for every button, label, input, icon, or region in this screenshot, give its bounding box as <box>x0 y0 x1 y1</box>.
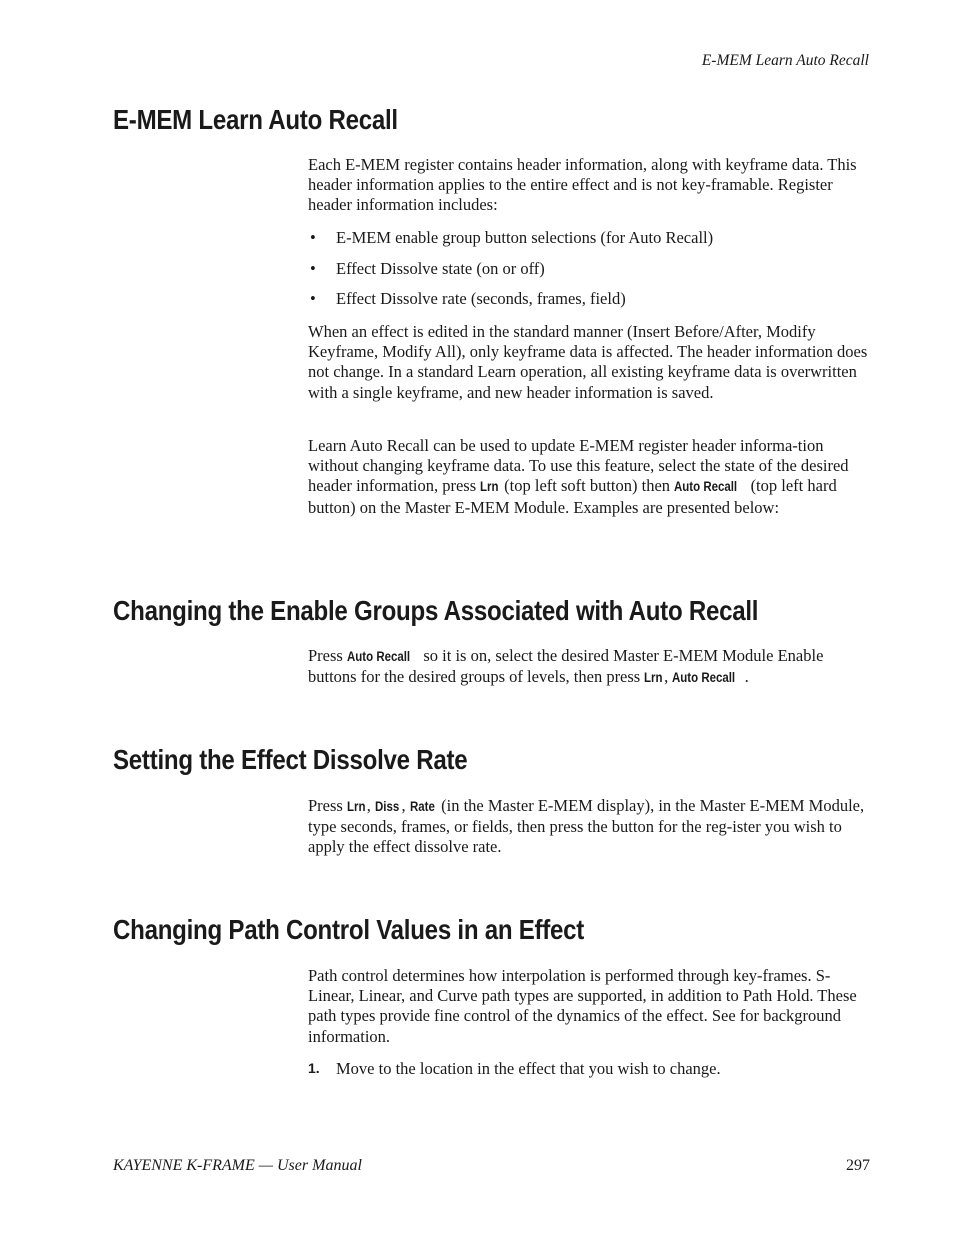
text-run: (top left hard button) on the Master E-MEM Module. Examples are presented below: <box>308 476 837 517</box>
section1-intro-paragraph <box>308 155 870 216</box>
section-title-changing-enable-groups: Changing the Enable Groups Associated with Auto Recall <box>113 595 759 626</box>
bullet-icon: • <box>310 228 316 247</box>
section-title-changing-path-control: Changing Path Control Values in an Effect <box>113 914 585 945</box>
paragraph-text <box>308 436 870 518</box>
section-title-setting-dissolve-rate: Setting the Effect Dissolve Rate <box>113 744 468 775</box>
bullet-icon: • <box>310 289 316 308</box>
section1-learn-auto-recall-paragraph <box>308 436 870 518</box>
section-title-emem-learn-auto-recall: E-MEM Learn Auto Recall <box>113 104 398 135</box>
page-number: 297 <box>846 1157 870 1174</box>
text-run: (in the Master E-MEM display), in the Master E-MEM Module, type seconds, frames, or fields, then press the button for the reg-ister you wish to apply the effect dissolve rate. <box>308 796 865 857</box>
text-run: Press <box>308 796 347 815</box>
list-item-text: Effect Dissolve rate (seconds, frames, field) <box>336 289 626 308</box>
text-run: so it is on, select the desired Master E-MEM Module Enable buttons for the desired groups of levels, then press <box>308 646 824 687</box>
section4-paragraph <box>308 966 870 1047</box>
step-text: Move to the location in the effect that you wish to change. <box>336 1059 721 1078</box>
text-run: , <box>401 796 410 815</box>
section1-edit-paragraph <box>308 322 870 403</box>
paragraph-text: Path control determines how interpolation is performed through key-frames. S-Linear, Linear, and Curve path types are supported, in addition to Path Hold. These path types provide fine control of the dynamics of the effect. See for background information. <box>308 966 857 1046</box>
text-run: . <box>744 667 749 687</box>
section2-paragraph <box>308 646 870 688</box>
paragraph-text <box>308 646 870 688</box>
bullet-icon: • <box>310 259 316 278</box>
rate-key-label: Rate <box>409 799 435 814</box>
paragraph-text: When an effect is edited in the standard manner (Insert Before/After, Modify Keyframe, Modify All), only keyframe data is affected. The header information does not change. In a standard Learn operation, all existing keyframe data is overwritten with a single keyframe, and new header information is saved. <box>308 322 868 402</box>
text-run: , <box>664 667 673 687</box>
auto-recall-key-label: Auto Recall <box>672 670 736 686</box>
paragraph-text <box>308 796 870 858</box>
diss-key-label: Diss <box>374 799 400 814</box>
lrn-key-label: Lrn <box>346 799 366 814</box>
text-run: ) then <box>632 476 675 496</box>
list-item-text: Effect Dissolve state (on or off) <box>336 259 545 278</box>
text-run: Learn Auto Recall can be used to update E-MEM register header informa-tion without changing keyframe data. To use this feature, select the state of the desired header information, press <box>308 436 849 496</box>
text-run: Press <box>308 646 347 665</box>
lrn-key-label: Lrn <box>644 670 663 686</box>
list-item-text: E-MEM enable group button selections (for Auto Recall) <box>336 228 714 247</box>
auto-recall-key-label: Auto Recall <box>346 649 411 664</box>
footer-manual-title: KAYENNE K-FRAME — User Manual <box>113 1157 362 1174</box>
auto-recall-key-label: Auto Recall <box>674 479 738 495</box>
running-head: E-MEM Learn Auto Recall <box>701 52 869 69</box>
step-number: 1. <box>308 1060 320 1076</box>
text-run: (top left soft button <box>500 476 633 496</box>
paragraph-text: Each E-MEM register contains header information, along with keyframe data. This header information applies to the entire effect and is not key-framable. Register header information includes: <box>308 155 857 215</box>
text-run: , <box>366 796 375 815</box>
section3-paragraph <box>308 796 870 858</box>
lrn-key-label: Lrn <box>480 479 499 495</box>
